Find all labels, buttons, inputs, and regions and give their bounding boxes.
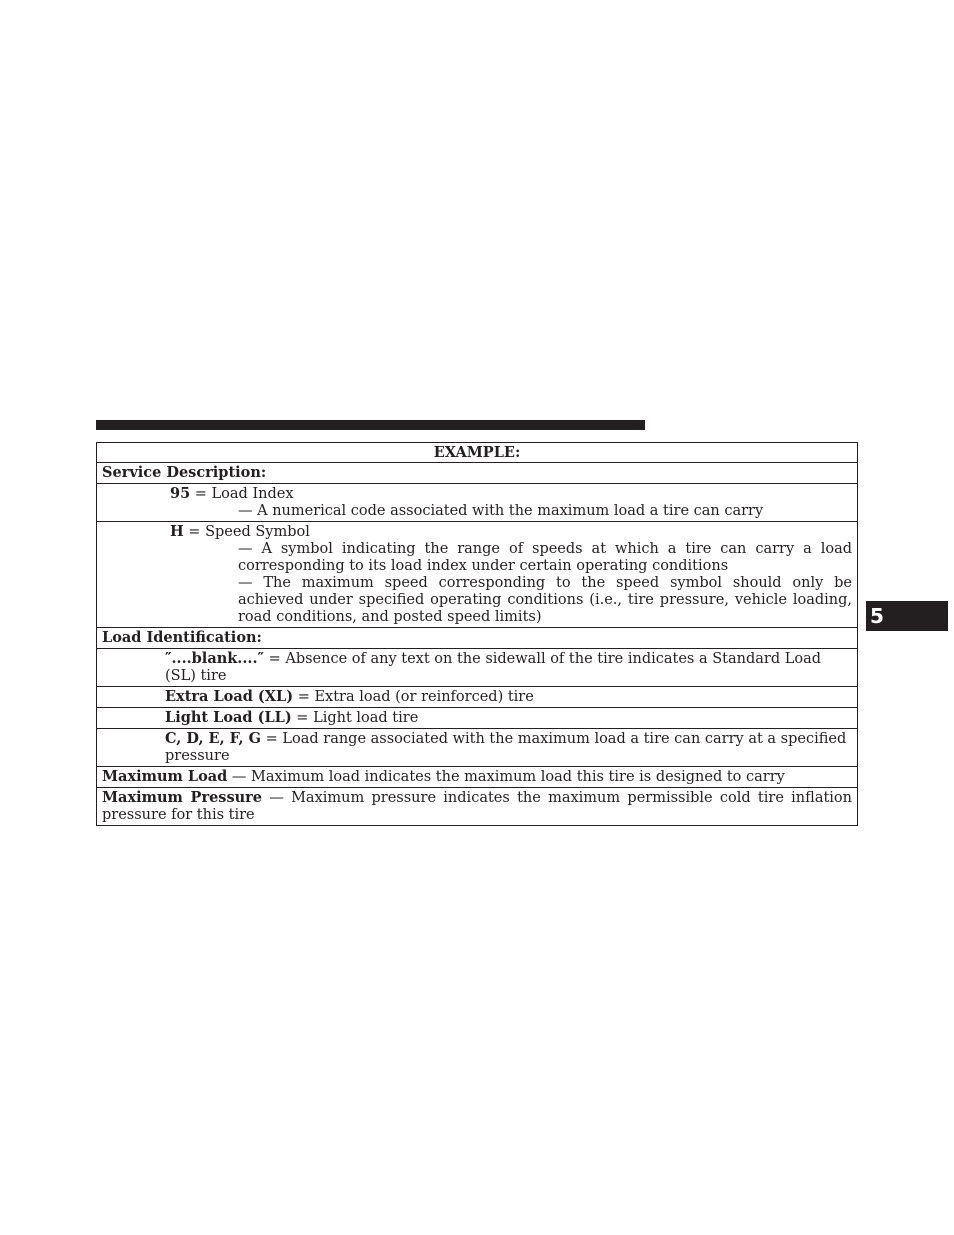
load-id-row-ll (97, 707, 857, 728)
speed-symbol-row (97, 521, 857, 627)
load-id-definition: = Absence of any text on the sidewall of the tire indicates a Standard Load (SL) tire (165, 651, 822, 684)
maximum-pressure-row (97, 787, 857, 825)
speed-symbol-definition: = Speed Symbol (183, 524, 310, 540)
maximum-pressure-term: Maximum Pressure (102, 789, 263, 806)
section-tab-number: 5 (870, 604, 884, 628)
maximum-load-term: Maximum Load (102, 768, 228, 785)
speed-symbol-detail-1: — A symbol indicating the range of speeds at which a tire can carry a load corresponding to its load index under certain operating conditions (238, 541, 852, 574)
load-id-row-xl (97, 686, 857, 707)
load-id-definition: = Load range associated with the maximum load a tire can carry at a specified pressure (165, 731, 847, 764)
load-id-term: Light Load (LL) (165, 709, 292, 726)
load-index-line (102, 485, 852, 503)
speed-symbol-line (102, 523, 852, 541)
speed-symbol-detail-2: — The maximum speed corresponding to the speed symbol should only be achieved under specified operating conditions (i.e., tire pressure, vehicle loading, road conditions, and posted speed limits) (238, 575, 852, 625)
maximum-load-definition: — Maximum load indicates the maximum load this tire is designed to carry (227, 769, 785, 785)
tire-code-example-table (96, 442, 858, 826)
table-header (97, 443, 857, 462)
service-description-label: Service Description: (102, 464, 267, 481)
load-index-detail: — A numerical code associated with the maximum load a tire can carry (238, 503, 764, 519)
load-identification-label: Load Identification: (102, 629, 262, 646)
section-top-rule (96, 420, 645, 430)
service-description-heading-row (97, 462, 857, 483)
load-id-row-range (97, 728, 857, 766)
load-index-term: 95 (170, 485, 191, 502)
load-id-row-blank (97, 648, 857, 686)
load-id-definition: = Light load tire (291, 710, 419, 726)
load-identification-heading-row (97, 627, 857, 648)
load-index-row (97, 483, 857, 521)
section-tab-marker (866, 601, 948, 631)
load-id-term: Extra Load (XL) (165, 688, 294, 705)
maximum-pressure-definition: — Maximum pressure indicates the maximum permissible cold tire inflation pressure for this tire (102, 790, 852, 823)
load-id-term: C, D, E, F, G (165, 730, 261, 747)
load-id-definition: = Extra load (or reinforced) tire (293, 689, 534, 705)
maximum-load-row (97, 766, 857, 787)
load-index-definition: = Load Index (190, 486, 294, 502)
load-id-term: ″....blank....″ (165, 650, 264, 667)
speed-symbol-term: H (170, 523, 184, 540)
table-header-text: EXAMPLE: (433, 444, 521, 461)
